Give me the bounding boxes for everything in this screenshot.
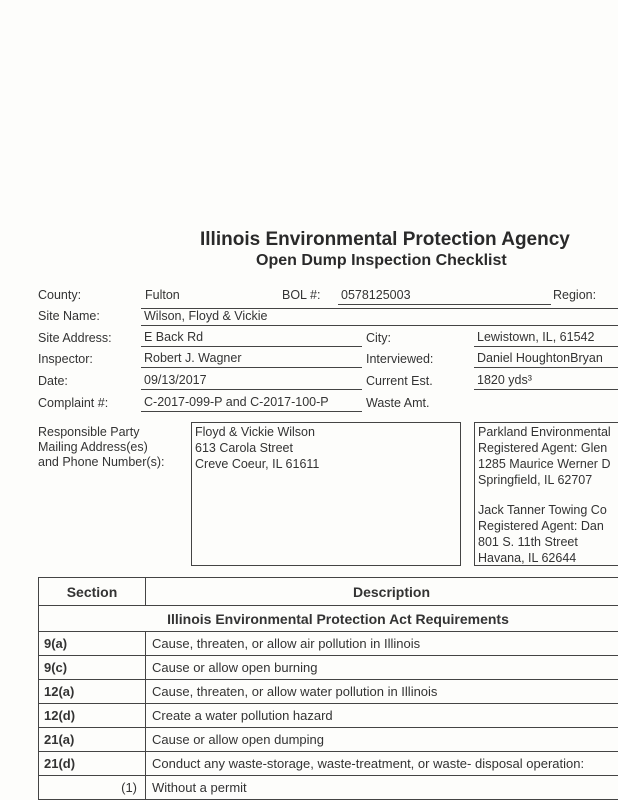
- site-name-label: Site Name:: [38, 309, 100, 323]
- interviewed-value: Daniel HoughtonBryan: [474, 351, 618, 368]
- inspector-value: Robert J. Wagner: [141, 351, 362, 368]
- table-row: [39, 656, 618, 680]
- description-cell: Cause, threaten, or allow water pollution in Illinois: [146, 680, 618, 704]
- address-line: Springfield, IL 62707: [478, 473, 593, 487]
- date-label: Date:: [38, 374, 68, 388]
- current-est-label: Current Est.: [366, 374, 433, 388]
- address-line: Jack Tanner Towing Co: [478, 503, 607, 517]
- agency-title: Illinois Environmental Protection Agency: [200, 229, 570, 250]
- responsible-party-label: [38, 425, 164, 470]
- table-row: [39, 632, 618, 656]
- requirements-table: [38, 577, 618, 800]
- bol-label: BOL #:: [282, 288, 321, 302]
- interviewed-label: Interviewed:: [366, 352, 434, 366]
- table-header-row: [39, 578, 618, 606]
- address-line: Creve Coeur, IL 61611: [195, 457, 320, 471]
- site-address-value: E Back Rd: [141, 330, 362, 347]
- description-cell: Create a water pollution hazard: [146, 704, 618, 728]
- section-cell: 21(d): [39, 752, 146, 776]
- county-label: County:: [38, 288, 82, 302]
- description-column-header: Description: [146, 578, 618, 606]
- section-column-header: Section: [39, 578, 146, 606]
- region-label: Region:: [553, 288, 597, 302]
- description-cell: Conduct any waste-storage, waste-treatment, or waste- disposal operation:: [146, 752, 618, 776]
- table-row: [39, 728, 618, 752]
- city-label: City:: [366, 331, 391, 345]
- section-cell: 9(a): [39, 632, 146, 656]
- bol-value: 0578125003: [338, 288, 551, 305]
- description-cell: Cause or allow open dumping: [146, 728, 618, 752]
- site-address-label: Site Address:: [38, 331, 112, 345]
- responsible-label-line: Responsible Party: [38, 425, 140, 439]
- table-row: [39, 776, 618, 800]
- responsible-address-box-1: [191, 422, 461, 566]
- complaint-label: Complaint #:: [38, 396, 109, 410]
- checklist-subtitle: Open Dump Inspection Checklist: [256, 252, 507, 269]
- responsible-address-box-2: [474, 422, 618, 566]
- current-est-value: 1820 yds³: [474, 373, 618, 390]
- section-cell: 12(a): [39, 680, 146, 704]
- description-cell: Without a permit: [146, 776, 618, 800]
- address-spacer: [478, 488, 618, 502]
- complaint-value: C-2017-099-P and C-2017-100-P: [141, 395, 362, 412]
- address-line: Registered Agent: Dan: [478, 519, 604, 533]
- site-name-value: Wilson, Floyd & Vickie: [141, 308, 618, 326]
- address-line: Havana, IL 62644: [478, 551, 577, 565]
- address-line: Parkland Environmental: [478, 425, 611, 439]
- section-cell: (1): [39, 776, 146, 800]
- section-cell: 12(d): [39, 704, 146, 728]
- address-line: Registered Agent: Glen: [478, 441, 608, 455]
- description-cell: Cause, threaten, or allow air pollution in Illinois: [146, 632, 618, 656]
- table-group-row: [39, 606, 618, 632]
- responsible-label-line: Mailing Address(es): [38, 440, 148, 454]
- description-cell: Cause or allow open burning: [146, 656, 618, 680]
- address-line: 801 S. 11th Street: [478, 535, 578, 549]
- responsible-label-line: and Phone Number(s):: [38, 455, 165, 469]
- inspector-label: Inspector:: [38, 352, 93, 366]
- section-cell: 9(c): [39, 656, 146, 680]
- group-heading: Illinois Environmental Protection Act Requirements: [39, 606, 618, 632]
- county-value: Fulton: [145, 288, 180, 302]
- date-value: 09/13/2017: [141, 373, 362, 390]
- table-row: [39, 680, 618, 704]
- table-row: [39, 704, 618, 728]
- section-cell: 21(a): [39, 728, 146, 752]
- table-row: [39, 752, 618, 776]
- address-line: Floyd & Vickie Wilson: [195, 425, 315, 439]
- city-value: Lewistown, IL, 61542: [474, 330, 618, 347]
- address-line: 613 Carola Street: [195, 441, 293, 455]
- address-line: 1285 Maurice Werner D: [478, 457, 611, 471]
- waste-amt-label: Waste Amt.: [366, 396, 430, 410]
